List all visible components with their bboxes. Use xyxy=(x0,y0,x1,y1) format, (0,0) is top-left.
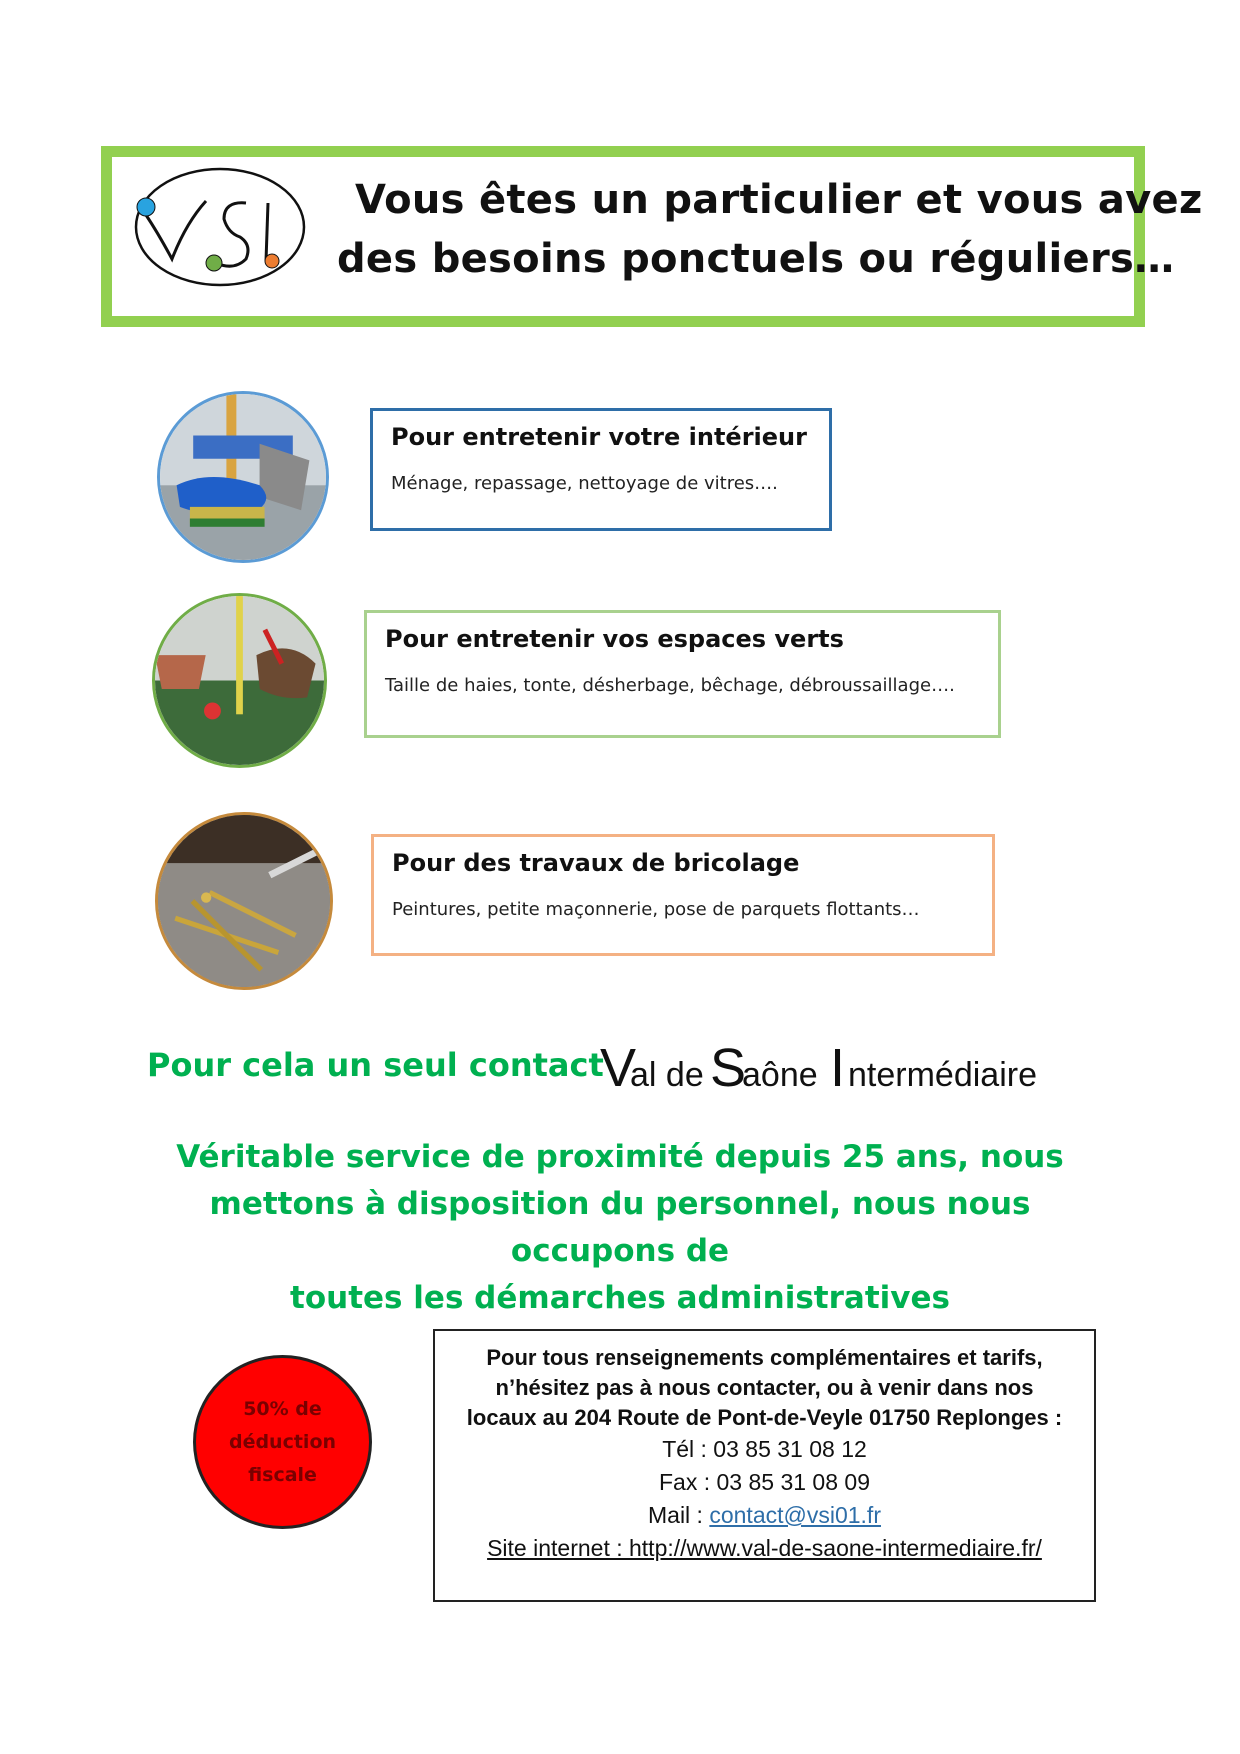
vsi-logo xyxy=(128,163,308,291)
screws-tools-photo xyxy=(155,812,333,990)
website-link[interactable]: Site internet : http://www.val-de-saone-intermediaire.fr/ xyxy=(487,1535,1042,1561)
service-title: Pour des travaux de bricolage xyxy=(392,849,800,877)
service-title: Pour entretenir vos espaces verts xyxy=(385,625,844,653)
badge-line-2: déduction xyxy=(228,1430,337,1453)
badge-line-1: 50% de xyxy=(243,1397,322,1420)
phone-number: Tél : 03 85 31 08 12 xyxy=(662,1436,867,1462)
brand-initial-v: V xyxy=(600,1038,637,1098)
brand-part-3: ntermédiaire xyxy=(848,1056,1037,1094)
contact-intro: Pour cela un seul contact xyxy=(147,1046,604,1084)
mission-line-3: toutes les démarches administratives xyxy=(290,1280,950,1316)
brand-part-2: aône xyxy=(742,1056,818,1094)
brand-part-1: al de xyxy=(630,1056,704,1094)
mail-label: Mail : xyxy=(648,1502,710,1528)
tax-deduction-badge xyxy=(193,1355,372,1529)
cleaning-gloves-photo xyxy=(157,391,329,563)
mission-statement xyxy=(130,1134,1110,1322)
service-description: Peintures, petite maçonnerie, pose de parquets flottants… xyxy=(392,899,920,920)
mail-line xyxy=(435,1499,1094,1532)
service-box-green-spaces xyxy=(364,610,1001,738)
brand-initial-i: I xyxy=(830,1038,846,1098)
mission-line-2: mettons à disposition du personnel, nous nous occupons de xyxy=(209,1186,1031,1269)
info-intro-2: n’hésitez pas à nous contacter, ou à venir dans nos xyxy=(495,1375,1034,1400)
mission-line-1: Véritable service de proximité depuis 25 ans, nous xyxy=(176,1139,1064,1175)
page-title-line-2: des besoins ponctuels ou réguliers… xyxy=(337,236,1175,282)
brand-name xyxy=(598,1020,1048,1100)
page-title-line-1: Vous êtes un particulier et vous avez xyxy=(355,177,1203,223)
mail-link[interactable]: contact@vsi01.fr xyxy=(709,1502,881,1528)
info-intro-3: locaux au 204 Route de Pont-de-Veyle 01750 Replonges : xyxy=(466,1405,1063,1430)
service-description: Ménage, repassage, nettoyage de vitres…. xyxy=(391,473,778,494)
badge-line-3: fiscale xyxy=(248,1463,317,1486)
service-description: Taille de haies, tonte, désherbage, bêchage, débroussaillage…. xyxy=(385,675,955,696)
service-title: Pour entretenir votre intérieur xyxy=(391,423,807,451)
info-intro-1: Pour tous renseignements complémentaires et tarifs, xyxy=(486,1345,1043,1370)
contact-info-box xyxy=(433,1329,1096,1602)
fax-number: Fax : 03 85 31 08 09 xyxy=(659,1469,870,1495)
brand-initial-s: S xyxy=(710,1038,747,1098)
service-box-interior xyxy=(370,408,832,531)
garden-tools-photo xyxy=(152,593,327,768)
service-box-diy xyxy=(371,834,995,956)
